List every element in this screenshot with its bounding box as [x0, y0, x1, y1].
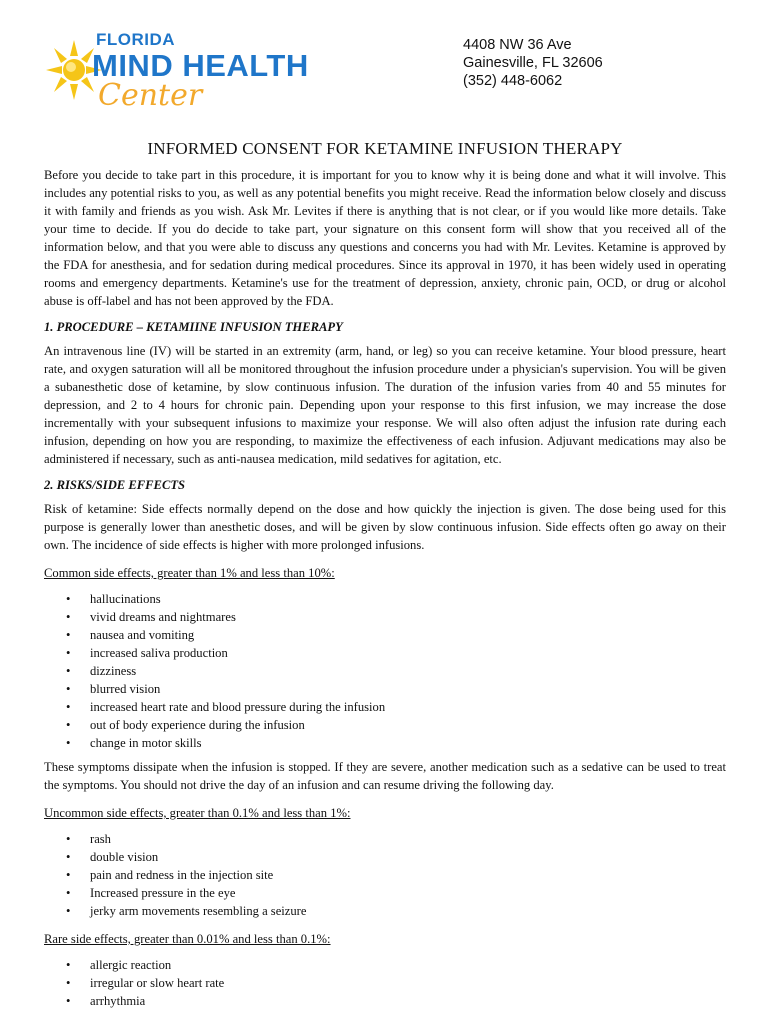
- list-item: • jerky arm movements resembling a seizure: [66, 904, 307, 918]
- logo-center-text: Center: [98, 78, 203, 113]
- list-item: • dizziness: [66, 664, 137, 678]
- uncommon-side-effects-list: [44, 830, 726, 920]
- document-body: [44, 166, 726, 1016]
- list-item: • out of body experience during the infusion: [66, 718, 305, 732]
- list-item: • Increased pressure in the eye: [66, 886, 236, 900]
- list-item: • blurred vision: [66, 682, 161, 696]
- intro-paragraph: Before you decide to take part in this procedure, it is important for you to know why it is being done and what it will involve. This includes any potential risks to you, as well as any potential benefits you might receive. Read the information below closely and discuss it with family and friends as you wish. Ask Mr. Levites if there is anything that is not clear, or if you would like more details. Take your time to decide. If you do decide to take part, your signature on this consent form will show that you received all of the information below, and that you were able to discuss any questions and concerns you had with Mr. Levites. Ketamine is approved by the FDA for anesthesia, and for sedation during medical procedures. Since its approval in 1970, it has been widely used in operating rooms and emergency departments. Ketamine's use for the treatment of depression, anxiety, chronic pain, OCD, or drug or alcohol abuse is off-label and has not been approved by the FDA.: [44, 168, 726, 308]
- address-street: 4408 NW 36 Ave: [463, 37, 572, 53]
- list-item: • arrhythmia: [66, 994, 146, 1008]
- common-side-effects-heading: Common side effects, greater than 1% and less than 10%:: [44, 566, 335, 580]
- after-common-paragraph: These symptoms dissipate when the infusion is stopped. If they are severe, another medication such as a sedative can be used to treat the symptoms. You should not drive the day of an infusion and can resume driving the following day.: [44, 760, 726, 792]
- document-title: INFORMED CONSENT FOR KETAMINE INFUSION THERAPY: [147, 139, 623, 158]
- list-item: • nausea and vomiting: [66, 628, 195, 642]
- risks-paragraph: Risk of ketamine: Side effects normally depend on the dose and how quickly the injection is given. The dose being used for this purpose is generally lower than anesthetic doses, and will be given by slow continuous infusion. Side effects often go away on their own. The incidence of side effects is higher with more prolonged infusions.: [44, 502, 726, 552]
- address-phone: (352) 448-6062: [463, 73, 563, 89]
- rare-side-effects-heading: Rare side effects, greater than 0.01% and less than 0.1%:: [44, 932, 331, 946]
- clinic-address: [463, 36, 603, 90]
- list-item: • increased saliva production: [66, 646, 228, 660]
- list-item: • allergic reaction: [66, 958, 172, 972]
- list-item: • rash: [66, 832, 111, 846]
- logo-mind-health-text: MIND HEALTH: [92, 48, 309, 83]
- list-item: • pain and redness in the injection site: [66, 868, 274, 882]
- address-city: Gainesville, FL 32606: [463, 55, 603, 71]
- uncommon-side-effects-heading: Uncommon side effects, greater than 0.1% and less than 1%:: [44, 806, 351, 820]
- procedure-paragraph: An intravenous line (IV) will be started in an extremity (arm, hand, or leg) so you can receive ketamine. Your blood pressure, heart rate, and oxygen saturation will all be monitored throughout the infusion procedure under a physician's supervision. You will be given a subanesthetic dose of ketamine, by slow continuous infusion. The duration of the infusion varies from 40 and 55 minutes for depression, and 2 to 4 hours for chronic pain. Depending upon your response to this first infusion, we may increase the dose incrementally with your subsequent infusions to maximize your response. We will also often adjust the infusion rate during each infusion, depending on how you are responding, to maximize the effectiveness of each infusion. Adjuvant medications may also be administered if necessary, such as anti-nausea medication, mild sedatives for agitation, etc.: [44, 344, 726, 466]
- section-procedure-heading: 1. PROCEDURE – KETAMIINE INFUSION THERAPY: [44, 320, 343, 334]
- list-item: • hallucinations: [66, 592, 161, 606]
- list-item: • double vision: [66, 850, 159, 864]
- logo-florida-text: FLORIDA: [96, 30, 176, 49]
- clinic-logo: [44, 30, 334, 114]
- list-item: • irregular or slow heart rate: [66, 976, 225, 990]
- list-item: • change in motor skills: [66, 736, 202, 750]
- common-side-effects-list: [44, 590, 726, 752]
- list-item: • increased heart rate and blood pressure during the infusion: [66, 700, 386, 714]
- rare-side-effects-list: [44, 956, 726, 1010]
- list-item: • vivid dreams and nightmares: [66, 610, 236, 624]
- section-risks-heading: 2. RISKS/SIDE EFFECTS: [44, 478, 186, 492]
